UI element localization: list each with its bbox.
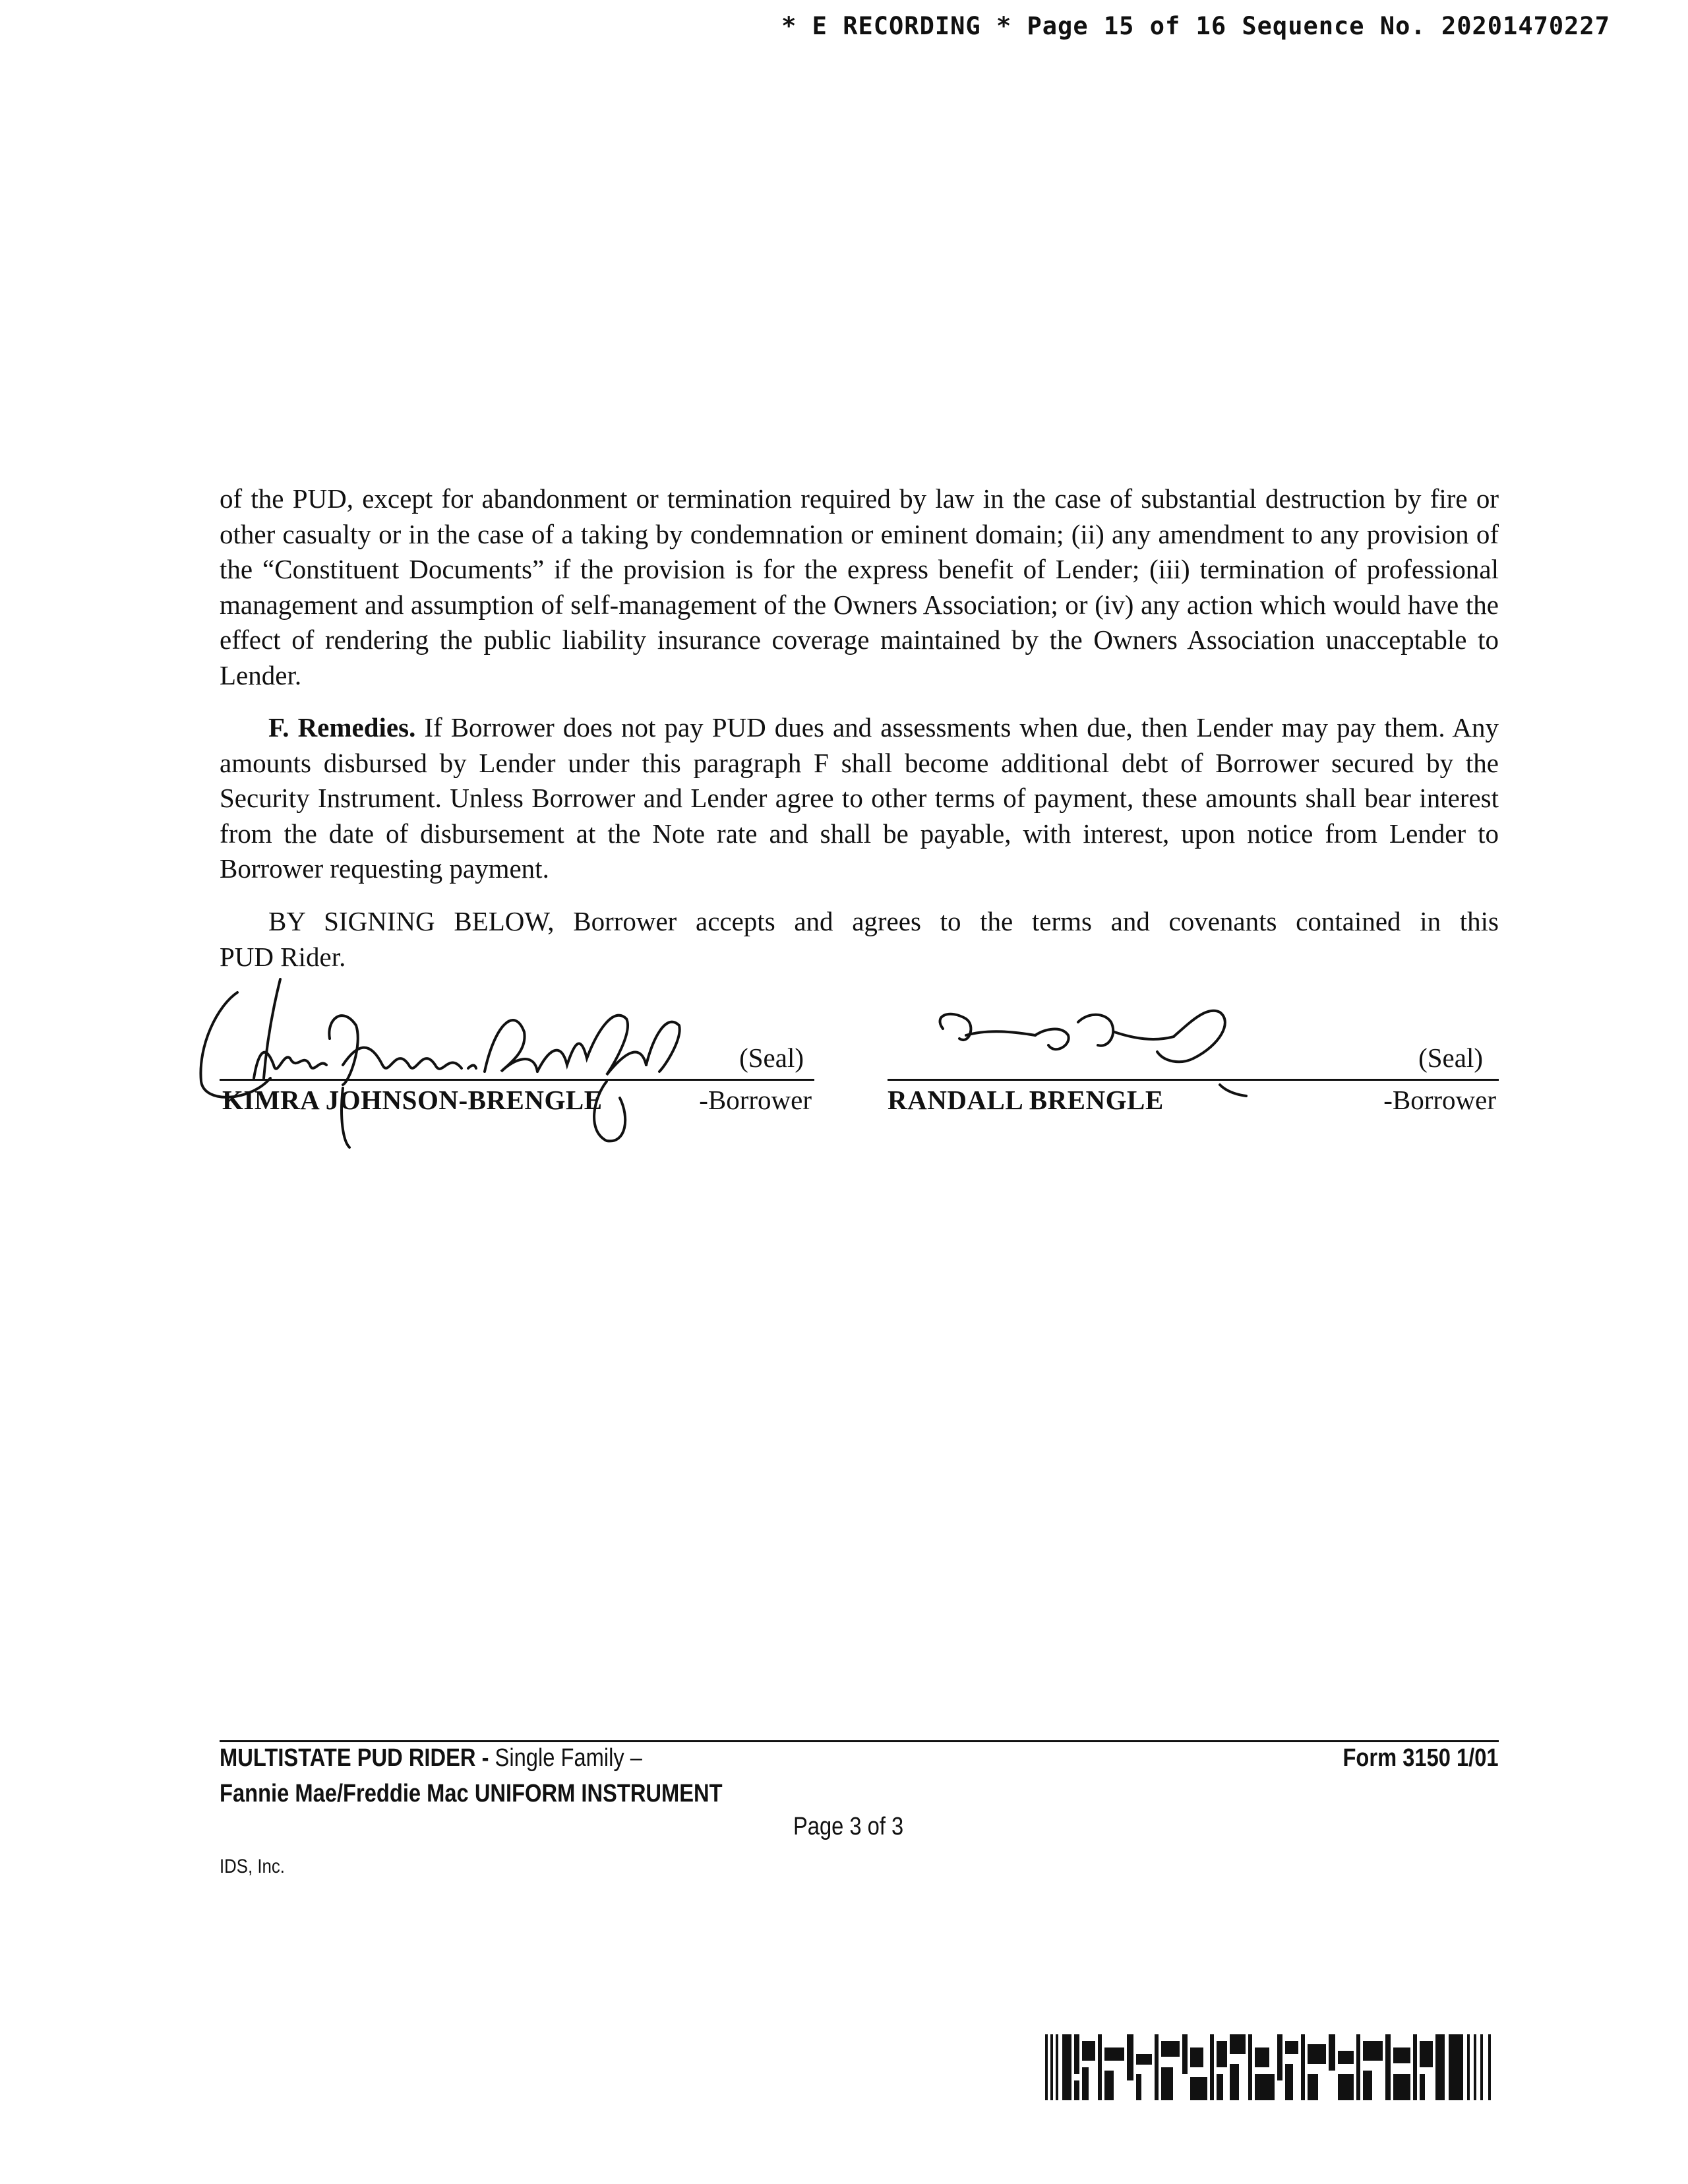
seal-label: (Seal) bbox=[739, 1043, 804, 1073]
vendor-label: IDS, Inc. bbox=[220, 1856, 285, 1877]
signature-block-borrower-2 bbox=[888, 1042, 1499, 1121]
signature-line bbox=[220, 1079, 814, 1081]
signing-statement-end: PUD Rider. bbox=[220, 942, 346, 972]
barcode bbox=[1045, 2034, 1499, 2100]
borrower-name: KIMRA JOHNSON-BRENGLE bbox=[222, 1085, 603, 1115]
borrower-role: -Borrower bbox=[1383, 1085, 1496, 1115]
signature-block-borrower-1 bbox=[220, 1042, 814, 1121]
signing-statement: BY SIGNING BELOW, Borrower accepts and agrees to the terms and covenants contained in this bbox=[268, 906, 1499, 936]
seal-label: (Seal) bbox=[1418, 1043, 1483, 1073]
paragraph-signing-statement bbox=[220, 904, 1499, 940]
signature-line bbox=[888, 1079, 1499, 1081]
footer-rule bbox=[220, 1740, 1499, 1742]
remedies-heading: F. Remedies. bbox=[268, 712, 416, 743]
paragraph-constituent-documents bbox=[220, 481, 1499, 693]
form-title bbox=[220, 1744, 642, 1773]
borrower-role: -Borrower bbox=[699, 1085, 812, 1115]
form-number: Form 3150 1/01 bbox=[1342, 1744, 1499, 1772]
form-title-rest: Single Family – bbox=[489, 1744, 642, 1772]
form-subtitle: Fannie Mae/Freddie Mac UNIFORM INSTRUMENT bbox=[220, 1780, 723, 1807]
form-title-bold: MULTISTATE PUD RIDER - bbox=[220, 1744, 489, 1772]
borrower-name: RANDALL BRENGLE bbox=[888, 1085, 1164, 1115]
remedies-text: If Borrower does not pay PUD dues and assessments when due, then Lender may pay them. Any amounts disbursed by Lender under this paragraph F shall become additional debt of Borrower secured by the Security Instrument. Unless Borrower and Lender agree to other terms of payment, these amounts shall bear interest from the date of disbursement at the Note rate and shall be payable, with interest, upon notice from Lender to Borrower requesting payment. bbox=[220, 712, 1499, 884]
recording-header: * E RECORDING * Page 15 of 16 Sequence No. 20201470227 bbox=[781, 12, 1610, 40]
paragraph-text: of the PUD, except for abandonment or termination required by law in the case of substantial destruction by fire or other casualty or in the case of a taking by condemnation or eminent domain; (ii) any amendment to any provision of the “Constituent Documents” if the provision is for the express benefit of Lender; (iii) termination of professional management and assumption of self-management of the Owners Association; or (iv) any action which would have the effect of rendering the public liability insurance coverage maintained by the Owners Association unacceptable to Lender. bbox=[220, 483, 1499, 690]
paragraph-remedies bbox=[220, 710, 1499, 887]
page-number: Page 3 of 3 bbox=[793, 1813, 904, 1840]
